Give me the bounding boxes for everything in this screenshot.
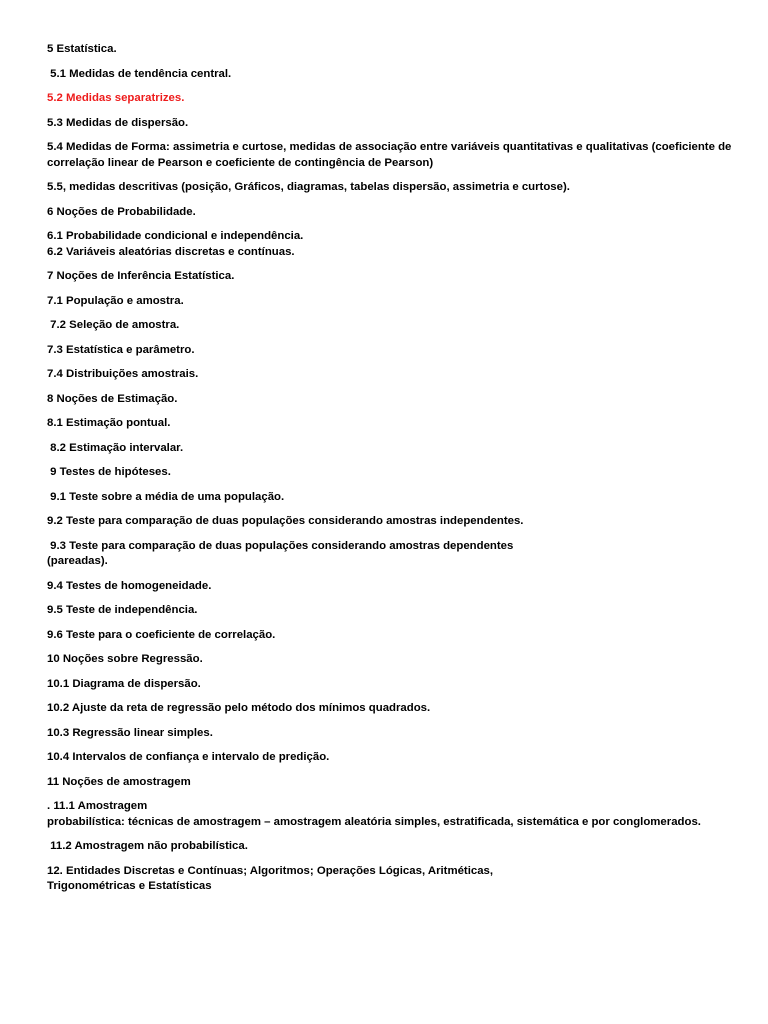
topic-line: 5 Estatística.: [47, 43, 117, 55]
topic-item: [47, 490, 737, 506]
topic-item: [47, 603, 737, 619]
topic-item: [47, 864, 737, 895]
topic-line: 9.1 Teste sobre a média de uma população.: [47, 490, 285, 503]
topic-line: 10.2 Ajuste da reta de regressão pelo método dos mínimos quadrados.: [47, 702, 431, 714]
topic-item: [47, 367, 737, 383]
topic-item: [47, 839, 737, 855]
topic-item: [47, 628, 737, 644]
topic-line: 11 Noções de amostragem: [47, 775, 191, 788]
topic-line: 5.1 Medidas de tendência central.: [47, 67, 232, 80]
topic-item: [47, 652, 737, 668]
topic-item: [47, 116, 737, 132]
topic-line: 9.2 Teste para comparação de duas populações considerando amostras independentes.: [47, 515, 524, 527]
topic-line: 6.1 Probabilidade condicional e independência.: [47, 230, 304, 242]
topic-item: [47, 269, 737, 285]
topic-line: 8.2 Estimação intervalar.: [47, 441, 184, 454]
topic-line: 7.3 Estatística e parâmetro.: [47, 343, 195, 356]
topic-line: 7.1 População e amostra.: [47, 294, 184, 307]
topic-item: [47, 465, 737, 481]
topic-item: [47, 205, 737, 221]
topic-line: (pareadas).: [47, 555, 108, 567]
topic-line: Trigonométricas e Estatísticas: [47, 880, 212, 892]
topic-line: 8.1 Estimação pontual.: [47, 417, 171, 429]
topic-item: [47, 343, 737, 359]
topic-line: 5.4 Medidas de Forma: assimetria e curtose, medidas de associação entre variáveis quantitativas e qualitativas (coeficiente de: [47, 141, 732, 153]
topic-item: [47, 180, 737, 196]
topic-line: 5.3 Medidas de dispersão.: [47, 116, 189, 129]
topic-item: [47, 140, 737, 171]
topic-line: 9.4 Testes de homogeneidade.: [47, 579, 212, 592]
topic-item: [47, 416, 737, 432]
topic-line: 5.5, medidas descritivas (posição, Gráficos, diagramas, tabelas dispersão, assimetria e curtose).: [47, 181, 570, 193]
topic-item: [47, 514, 737, 530]
topic-item: [47, 441, 737, 457]
topic-line: correlação linear de Pearson e coeficiente de contingência de Pearson): [47, 156, 434, 169]
topic-line: . 11.1 Amostragem: [47, 800, 148, 812]
topic-line: 10.3 Regressão linear simples.: [47, 726, 213, 739]
topic-item: [47, 726, 737, 742]
topic-item: [47, 701, 737, 717]
topic-item: [47, 677, 737, 693]
topic-line: 9.6 Teste para o coeficiente de correlação.: [47, 628, 276, 641]
highlighted-topic-item: [47, 91, 737, 107]
topic-line: 9.3 Teste para comparação de duas populações considerando amostras dependentes: [47, 539, 514, 552]
topic-line: 10.1 Diagrama de dispersão.: [47, 677, 201, 690]
topic-item: [47, 579, 737, 595]
topic-line: 5.2 Medidas separatrizes.: [47, 92, 185, 104]
topic-line: 6.2 Variáveis aleatórias discretas e contínuas.: [47, 245, 295, 258]
topic-item: [47, 67, 737, 83]
topic-line: 11.2 Amostragem não probabilística.: [47, 840, 248, 852]
topic-line: 9 Testes de hipóteses.: [47, 466, 171, 478]
topic-line: 8 Noções de Estimação.: [47, 392, 178, 405]
topic-item: [47, 229, 737, 260]
document-page: [47, 42, 737, 904]
topic-line: 10 Noções sobre Regressão.: [47, 653, 203, 665]
topic-item: [47, 775, 737, 791]
topic-line: 7.2 Seleção de amostra.: [47, 319, 180, 331]
topic-line: 12. Entidades Discretas e Contínuas; Algoritmos; Operações Lógicas, Aritméticas,: [47, 864, 494, 877]
topic-item: [47, 42, 737, 58]
topic-item: [47, 392, 737, 408]
topic-line: 7 Noções de Inferência Estatística.: [47, 270, 235, 282]
topic-item: [47, 318, 737, 334]
topic-item: [47, 539, 737, 570]
topic-line: 10.4 Intervalos de confiança e intervalo de predição.: [47, 751, 330, 763]
topic-item: [47, 750, 737, 766]
topic-item: [47, 294, 737, 310]
topic-line: 7.4 Distribuições amostrais.: [47, 368, 199, 380]
topic-item: [47, 799, 737, 830]
topic-line: 6 Noções de Probabilidade.: [47, 205, 196, 218]
topic-line: 9.5 Teste de independência.: [47, 604, 198, 616]
topic-line: probabilística: técnicas de amostragem – amostragem aleatória simples, estratificada, sistemática e por conglomerados.: [47, 815, 701, 828]
